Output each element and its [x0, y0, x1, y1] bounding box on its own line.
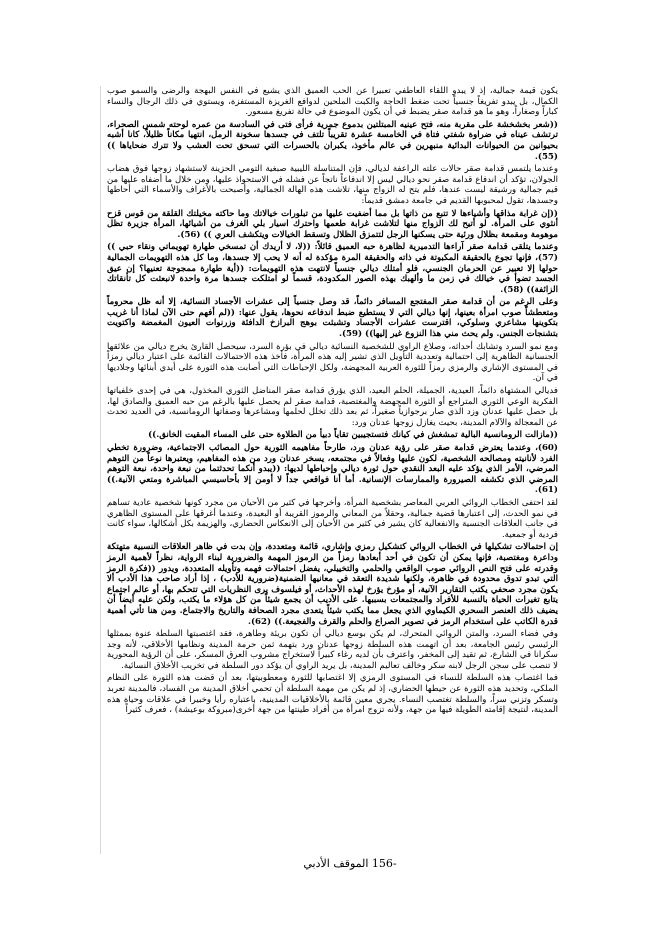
paragraph: فما اغتصاب هذه السلطة للنساء في المستوى الرمزي إلا اغتصابها للثورة ومعطوبيتها، بعد أن قضت هذه الثورة على النظام الملكي، وتحديد هذه الثورة عن حيطها الحضاري، إذ لم يكن من مهمة السلطة أن تحمي أخلاق المدينة من الفساد، فالمدينة تعربد وتسكر وتزني سراً، والسلطة تغتصب النساء. يجري معين قائمة بالأخلاقيات المدينية، باعتباره رأيا وخبيرا في علاقات وحياة هذه المدينة، لنتيجة إقامته الطويلة فيها من جهة، ولأنه تزوج امرأة من أفراد طينتها من جهة أخرى(مبروكة بوعيشة) ، فعرف كثيراً	[107, 673, 558, 716]
page-number: -156	[371, 857, 397, 870]
quote-paragraph: وعلى الرغم من أن قدامة صقر المفتجع المسافر دائماً، قد وصل جنسياً إلى عشرات الأجساد النسائية، إلا أنه ظل محروماً ومتعطشاً صوب امرأة بعينها، إنها ديالي التي لا يستطيع ضبط اندفاعه نحوها، يقول عنها: ((لم أفهم حتى الآن لماذا أنا غريب بتكوينها مشاعري وسلوكي، اقترست عشرات الأجساد وتشبثت بوهج البرازخ الدافئة وزرنوات العيون المغمضة واكتويت بتشنجات الجنس. ولم يحث مني هذا النزوع غير إليها)) (59).	[107, 297, 558, 340]
quote-paragraph: وعندما يتلقى قدامة صقر آراءها التدميرية لظاهرة حبه العميق قائلاً: ((لا، لا أريدك أن تمسخي طهارة تهويماتي ونقاء حبي )) (57)، فإنها تجوع بالحقيقة المكبوتة في ذاته والحقيقة المرة مؤكدة له أنه لا يحب إلا جسدها، وما كل هذه التهويمات الجمالية حولها إلا تعبير عن الحرمان الجنسي، فلو أمتلك ديالي جنسياً لانتهت هذه التهويمات: ((أية طهارة ممجوجة تعنيها؟ إن عيق الجسد تضوأ في خيالك في زمن ما وألهبك بهذه الصور المكدودة، قسماً لو امتلكت جسدها مرة واحدة لانبعثت كل تأنقاتك الزائفة)) (58).	[107, 242, 558, 295]
paragraph: ومع نمو السرد وتشابك أحداثه، وصلاع الراوي للشخصية النسائية ديالي في بؤرة السرد، سيحصل القارئ يخرج ديالي من علائقها الجنسانية الظاهرية إلى احتمالية وتعددية التأويل الذي تشير إليه هذه المرأة، فأخذ هذه الاحتمالات القائمة على اعتبار ديالي رمزاً في المستوى الإشاري والرمزي رمزاً للثورة العربية المجهضة، ولكل الإحباطات التي أصابت هذه الثورة على أيدي أبنائها وجلاديها في آن.	[107, 341, 558, 384]
article-body	[100, 86, 562, 854]
paragraph: وعندما يلتمس قدامة صقر حالات علته الراعفة لديالي، فإن المتناسلة الليبية صبغية التومي الحزينة لاستشهاد زوجها فوق هضاب الجولان، تؤكد أن اندفاع قدامة صقر نحو ديالي ليس إلا اندفاعاً ناتجاً عن فشله في الاستحواذ عليها، ومن خلال ما أضفاه عليها من قيم جمالية ورشيقة ليست عندها، فلم يتح له الزواج منها، تلاشت هذه الهالة الجمالية، وأصبحت بالأغراف والأسماء التي أحاطها وجسدها، تقول لمحبوبها القديم في جامعة دمشق قديماً:	[107, 164, 558, 206]
journal-name: الموقف الأدبي	[303, 857, 369, 870]
quote-paragraph: إن احتمالات تشكيلها في الخطاب الروائي كتشكيل رمزي وإشاري، قائمة ومتعددة، وإن بدت في ظاهر العلاقات النسبية متهتكة وداعرة ومغتصبة، فإنها يمكن أن تكون في أحد أبعادها رمزاً من الرموز المهمة والضرورية لبناء الرواية، نظراً لأهمية الرمز وقدرته على فتح النص الروائي صوب الواقعي والحلمي والتخييلي، يفضل احتمالات فهمه وتأويله المتعددة، ويدور ((فكرة الرمز التي تبدو تدوق محدودة في ظاهرة، ولكنها شديدة التعقد في معانيها الضمنية(ضرورية للأدب) ، إذا أراد صاحب هذا الأدب ألا يكون مجرد صحفي يكتب التقارير الآنية، أو مؤرخ يؤرخ لهذه الأحداث، أو فيلسوف يرى النظريات التي تتحكم بها، أو عالم اجتماع يتابع تغيرات الحياة بالنسبة للأفراد والمجتمعات بسببها. على الأديب أن يجمع شيئاً من كل هؤلاء ما يكتب، ولكن عليه أيضاً أن يضيف ذلك العنصر السحري الكيماوي الذي يجعل مما يكتب شيئاً يتعدى مجرد الصحافة والتاريخ والاجتماع. ومن هنا تأتي أهمية قدرة الكاتب على استخدام الرمز في تصوير الصراع والحلم والقرف والفجيعة.)) (62).	[107, 542, 558, 627]
quote-paragraph: (60)، وعندما يعترض قدامة صقر على رؤية عدنان ورد، طارحاً مفاهيمه الثورية حول المصائب الاجتماعية، وضرورة تخطي الفرد لأنانيته ومصالحه الشخصية، لكون عليها وفعالاً في مجتمعه، يسخر عدنان ورد من هذه المفاهيم، ويعتبرها نوعاً من التوهم المرضي، الأمر الذي يؤكد عليه البعد النقدي حول ثورة ديالي وإحباطها لديها: ((يبدو أنكما تحدثتما من نبعة واحدة، نبعة التوهم المرضي الذي تكشفه الصيرورة والممارسات الإنسانية. أما أنا فواقعي جداً لا أومن إلا بأحاسيسي المباشرة ومتعي الآنية.)) (61).	[107, 443, 558, 496]
quote-paragraph: ((شعر بخشخشة على مقربة منه، فتح عينيه المبتلتين بدموع جمرية فرأى فتى في السادسة من عمره لوحته شمس الصحراء، ترتشف عيناه في ضراوة شفتي فتاة في الخامسة عشرة تقريباً تلتف في جسدها سخونة الرمل، انتهيا مكاناً ظليلاً، كانا أشبه بحيوانين من الحيوانات البدائية منبهرين في عالم مأخوذ، يكبران بالحسرات التي تسحق تحت العشب ولا تترك ضحاياها )) (55).	[107, 119, 558, 162]
page-footer	[290, 857, 410, 870]
paragraph: وفي فضاء السرد، والمتن الروائي المتحرك، لم يكن بوسع ديالي أن تكون بريئة وطاهرة، فقد اغتصبتها السلطة عنوة بممثلها الرئيسي رئيس الجامعة، بعد أن اتهمت هذه السلطة زوجها عدنان ورد بتهمة ثمن حرمة المدينة ونظامها الأخلاقي، لأنه وجد سكرانا في الشارع، ثم تقيد إلى المخفر، واعترف بأن لديه رغاء كبيراً لاستخراج مشروب العرق المسكر، على أن الرؤية المحورية لا تنصب على سجن الرجل لابنه سكر وخالف تعاليم المدينة، بل يريد الراوي أن يؤكد دور السلطة في تخريب الأخلاق النسائية.	[107, 629, 558, 671]
quote-paragraph: ((إن غرابة مذاقها وأشياءها لا تتبع من ذاتها بل مما أضفيت عليها من تبلورات خيالاتك وما حاكته مخيلتك القلقة من قوس قزح أنثوي على المرأة. لو أتيح لك الزواج منها لتلاشت غرابة طعمها واحترك اسيار بلي الغرف من أشيائها، المرأة جزيرة تظل موهومة ومقمعة بظلال ورئية حتى يسكنها الرجل لتتمزق الظلال وتسقط الخيالات ويتكشف العري )) (56).	[107, 208, 558, 240]
paragraph: لقد احتفى الخطاب الروائي العربي المعاصر بشخصية المرأة، وأخرجها في كثير من الأحيان من مجرد كونها شخصية عادية تساهم في نمو الحدث، إلى اعتبارها قضية جمالية، وحقلاً من المعاني والرموز القريبة أو البعيدة، وعندما أغرقها على المستوى الظاهري في جانب العلاقات الجنسية والانفعالية كان يشير في كثير من الأحيان إلى الانعكاس الحضاري، والهزيمة بكل أشكالها، سواء كانت فردية أو جمعية.	[107, 497, 558, 540]
paragraph: فديالي المشتهاة دائماً، العيدية، الجميلة، الحلم البعيد، الذي يؤرق قدامة صقر المناضل الثوري المخذول، هي في إحدى خلفياتها الفكرية الوعي الثوري المتراجع أو الثورة المجهضة والمغتصبة، قدامة صقر لم يحصل عليها بالرغم من حبه العميق والصادق لها، بل حصل عليها عدنان وزد الذي صار برجوازياً صغيراً، ثم بعد ذلك تخلل لحلمها ومشاعرها وصفاتها الرومانسية، في العديد تحدث عن المعجالة والآلام المدينة، بحيث يغازل زوجها عدنان ورد:	[107, 386, 558, 428]
quote-paragraph: ((مازالت الرومانسية البالية تمشغش في كيانك فتستجيبين تقاياً دبيأ من الطلاوة حتى على المساء المقيت الخانق.))	[148, 430, 558, 441]
paragraph: يكون قيمة جمالية، إذ لا يبدو اللقاء العاطفي تعبيراً عن الحب العميق الذي يشيع في النفس البهجة والرضى والسمو صوب الكمال، بل يبدو تفريغاً جنسياً تحت ضغط الحاجة والكبت الملحين لدوافع الغريزة المستفزة، ويستوي في ذلك الرجال والنساء كباراً وصغاراً، وهو ما هو قدامة صقر يضبط في أن يكون الموضوع في حالة تفريغ مسعور.	[107, 86, 558, 118]
